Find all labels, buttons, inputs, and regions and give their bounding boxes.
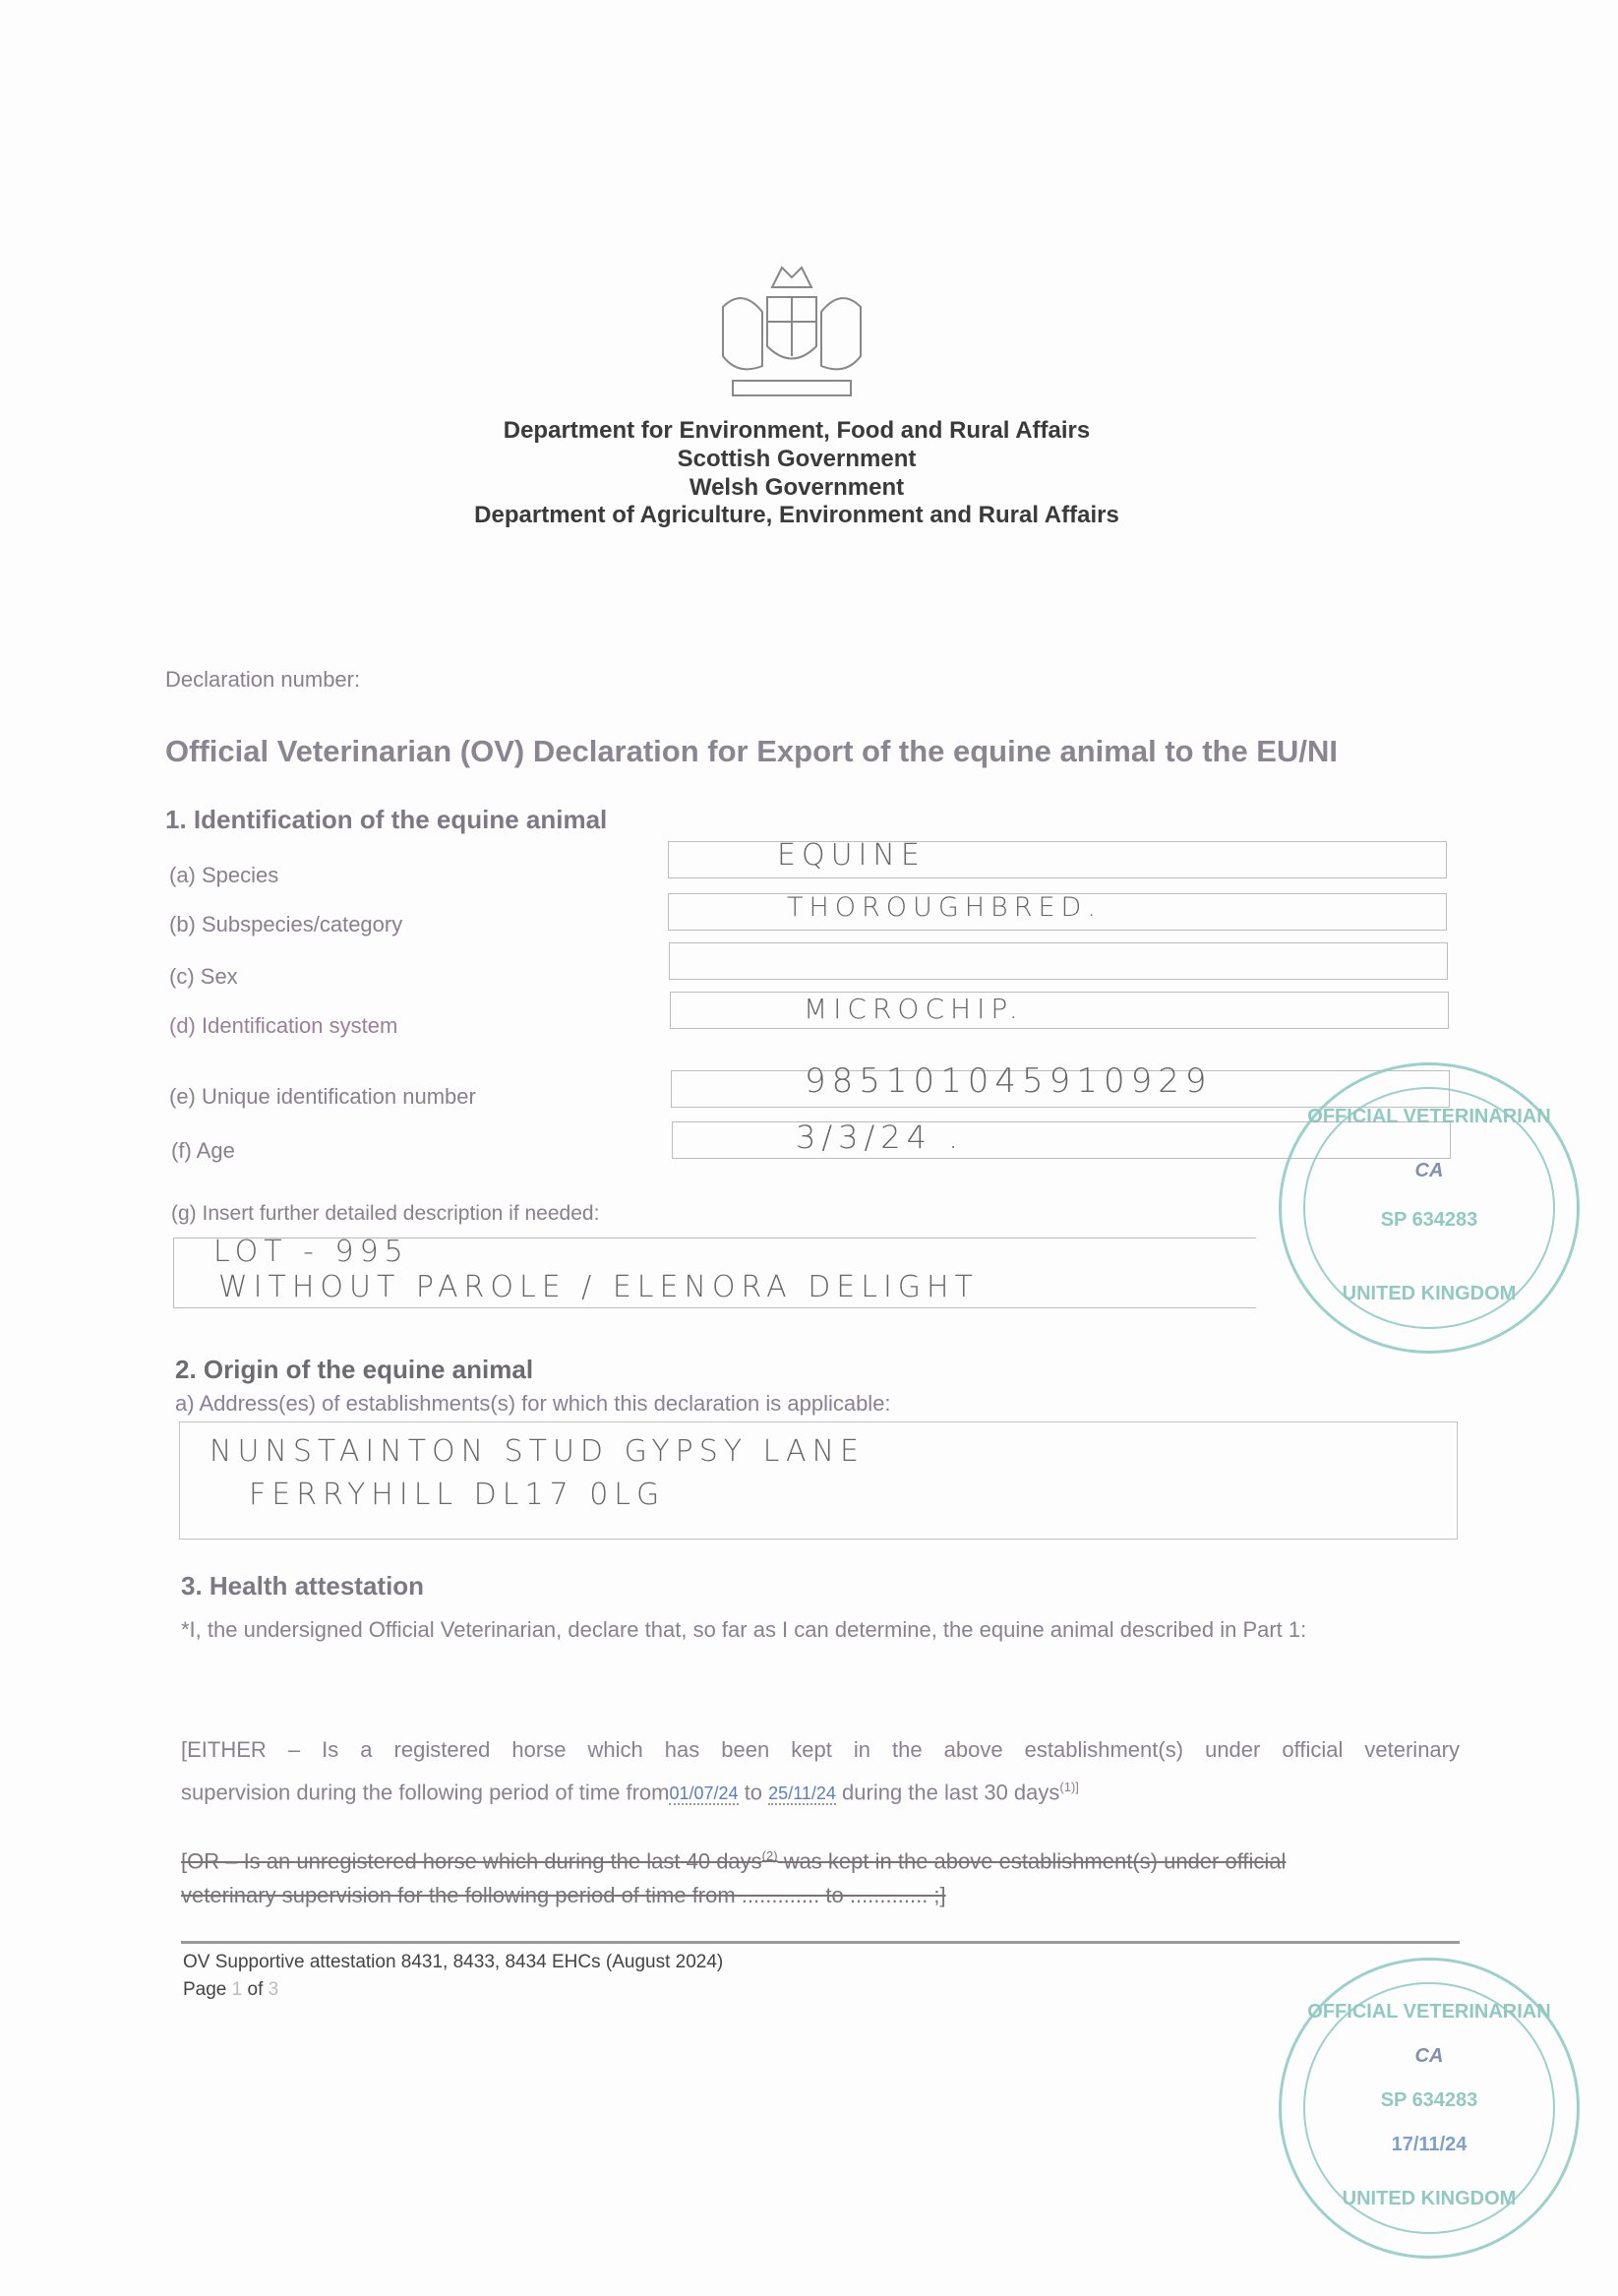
stamp-initials: CA [1414, 1160, 1444, 1181]
dept-daera: Department of Agriculture, Environment and Rural Affairs [474, 502, 1119, 528]
period-from-value[interactable]: 01/07/24 [669, 1783, 739, 1804]
document-title: Official Veterinarian (OV) Declaration for Export of the equine animal to the EU/NI [165, 734, 1338, 768]
id-system-field[interactable] [670, 992, 1449, 1029]
either-text-end: during the last 30 days [842, 1780, 1060, 1805]
either-line-2 [181, 1771, 1460, 1810]
dept-scottish-gov: Scottish Government [677, 446, 917, 472]
dept-defra: Department for Environment, Food and Rural Affairs [503, 417, 1091, 444]
address-line-1: NUNSTAINTON STUD GYPSY LANE [210, 1434, 865, 1469]
section3-heading: 3. Health attestation [181, 1571, 425, 1601]
label-age: (f) Age [171, 1138, 235, 1163]
either-footnote: (1)] [1059, 1780, 1079, 1794]
unique-id-value: 985101045910929 [805, 1061, 1213, 1101]
or-footnote: (2) [761, 1848, 778, 1863]
footer-attestation-ref: OV Supportive attestation 8431, 8433, 8434 EHCs (August 2024) [183, 1952, 724, 1972]
address-field[interactable] [179, 1421, 1458, 1540]
either-text: supervision during the following period of time from [181, 1780, 670, 1805]
stamp-bottom-text: UNITED KINGDOM [1342, 2188, 1517, 2209]
page-current: 1 [231, 1979, 243, 2000]
sex-field[interactable] [669, 942, 1448, 980]
stamp-bottom-text: UNITED KINGDOM [1342, 1283, 1517, 1304]
stamp-top-text: OFFICIAL VETERINARIAN [1307, 1106, 1551, 1127]
to-word: to [744, 1780, 763, 1805]
id-system-value: MICROCHIP. [804, 993, 1024, 1025]
attestation-intro: *I, the undersigned Official Veterinarian, declare that, so far as I can determine, the equine animal described in Part 1: [181, 1617, 1307, 1642]
label-subspecies: (b) Subspecies/category [169, 912, 403, 937]
royal-crest-icon [703, 258, 880, 405]
section2-heading: 2. Origin of the equine animal [175, 1355, 534, 1384]
species-value: EQUINE [777, 838, 926, 873]
section1-heading: 1. Identification of the equine animal [165, 805, 608, 834]
page-word: Page [183, 1979, 227, 2000]
official-vet-stamp-2 [1279, 1958, 1580, 2259]
age-value: 3/3/24 . [796, 1118, 965, 1156]
subspecies-value: THOROUGHBRED. [787, 892, 1102, 923]
stamp-number: SP 634283 [1380, 2089, 1478, 2111]
either-line-1: [EITHER – Is a registered horse which has been kept in the above establishment(s) under official veterinary [181, 1737, 1460, 1762]
footer-page-number [183, 1979, 278, 2001]
label-further-description: (g) Insert further detailed description if needed: [171, 1202, 600, 1225]
official-vet-stamp-1 [1279, 1062, 1580, 1354]
address-line-2: FERRYHILL DL17 0LG [249, 1478, 666, 1512]
further-line-2: WITHOUT PAROLE / ELENORA DELIGHT [218, 1270, 979, 1304]
stamp-top-text: OFFICIAL VETERINARIAN [1307, 2001, 1551, 2023]
subspecies-field[interactable] [668, 893, 1447, 931]
stamp-signature: CA [1414, 2045, 1444, 2067]
address-label: a) Address(es) of establishments(s) for which this declaration is applicable: [175, 1391, 891, 1416]
dept-welsh-gov: Welsh Government [689, 474, 905, 501]
label-unique-id: (e) Unique identification number [169, 1084, 476, 1109]
label-species: (a) Species [169, 863, 279, 887]
or-line-1 [181, 1840, 1460, 1878]
or-text: [OR – Is an unregistered horse which during the last 40 days [181, 1848, 762, 1874]
further-line-1: LOT - 995 [213, 1235, 409, 1269]
stamp-number: SP 634283 [1380, 1209, 1478, 1231]
footer-divider [181, 1941, 1460, 1944]
label-sex: (c) Sex [169, 964, 238, 989]
page-total: 3 [268, 1979, 279, 2000]
label-id-system: (d) Identification system [169, 1013, 398, 1038]
or-text-b: was kept in the above establishment(s) under official [783, 1848, 1287, 1874]
declaration-number-label: Declaration number: [165, 667, 361, 692]
or-line-2: veterinary supervision for the following period of time from ............. to ............. ;] [181, 1883, 946, 1907]
of-word: of [247, 1979, 264, 2000]
species-field[interactable] [668, 838, 1447, 878]
stamp-date: 17/11/24 [1391, 2134, 1468, 2155]
further-description-field[interactable] [173, 1235, 1256, 1308]
period-to-value[interactable]: 25/11/24 [768, 1783, 836, 1804]
